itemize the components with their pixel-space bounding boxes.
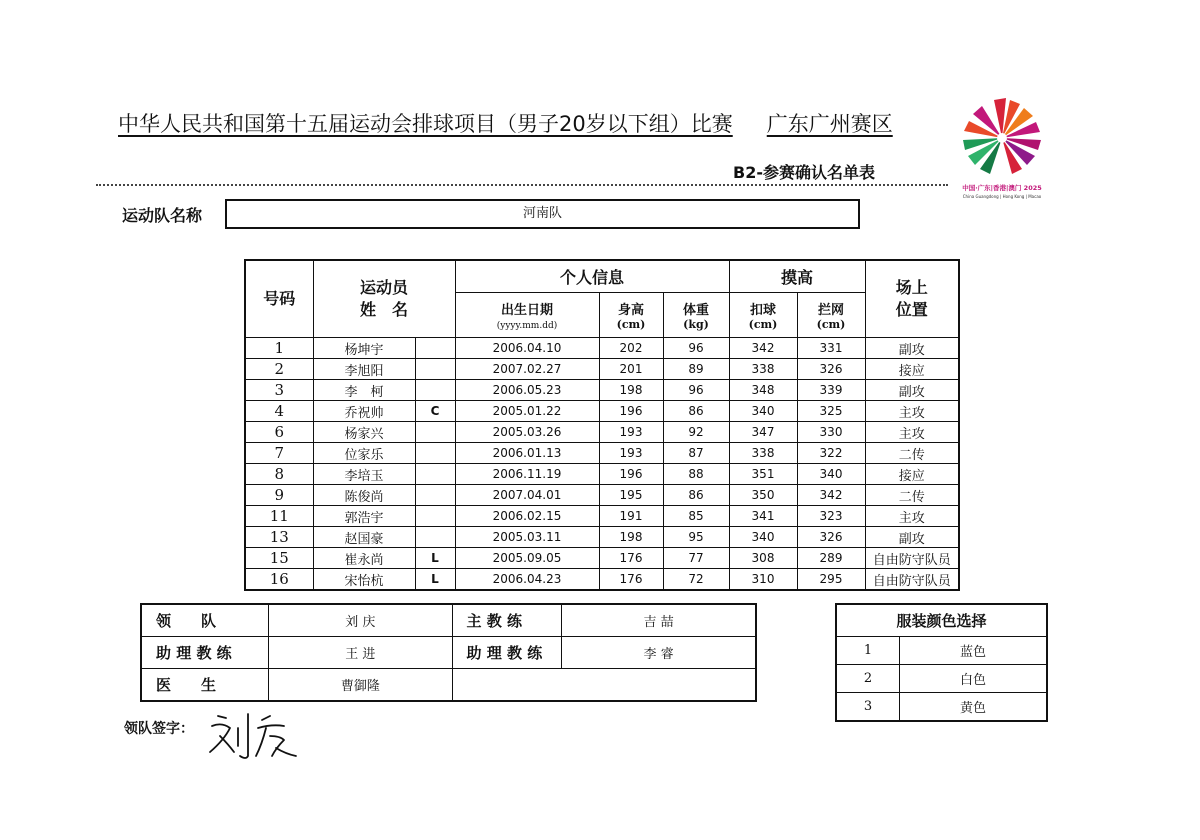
- kit-option-color: 黄色: [899, 693, 1047, 722]
- roster-header-row-1: [245, 260, 959, 293]
- player-weight: 77: [663, 548, 729, 569]
- player-birthdate: 2005.01.22: [455, 401, 599, 422]
- player-number: 7: [245, 443, 313, 464]
- player-position: 副攻: [865, 527, 959, 548]
- player-height: 198: [599, 380, 663, 401]
- signature-label: 领队签字：: [124, 721, 194, 737]
- player-tag: C: [415, 401, 455, 422]
- title-region: 广东广州赛区: [766, 112, 893, 136]
- player-block: 342: [797, 485, 865, 506]
- player-block: 330: [797, 422, 865, 443]
- player-spike: 310: [729, 569, 797, 591]
- player-position: 副攻: [865, 338, 959, 359]
- player-name: 乔祝帅: [313, 401, 415, 422]
- player-spike: 340: [729, 401, 797, 422]
- player-name: 李 柯: [313, 380, 415, 401]
- player-weight: 96: [663, 338, 729, 359]
- doctor-label: 医 生: [141, 669, 269, 702]
- header-spike-unit: (cm): [748, 318, 778, 331]
- head-coach-name: 吉 喆: [562, 604, 756, 637]
- table-row: [245, 401, 959, 422]
- header-position: [865, 260, 959, 338]
- player-height: 196: [599, 464, 663, 485]
- player-number: 3: [245, 380, 313, 401]
- player-name: 赵国豪: [313, 527, 415, 548]
- table-row: [245, 338, 959, 359]
- player-spike: 341: [729, 506, 797, 527]
- staff-row: [141, 669, 756, 702]
- header-position-line2: 位置: [895, 300, 928, 319]
- leader-label: 领 队: [141, 604, 269, 637]
- player-position: 主攻: [865, 422, 959, 443]
- signature-icon: [200, 706, 310, 764]
- player-position: 自由防守队员: [865, 548, 959, 569]
- player-position: 自由防守队员: [865, 569, 959, 591]
- player-number: 11: [245, 506, 313, 527]
- player-number: 1: [245, 338, 313, 359]
- roster-table: [244, 259, 960, 591]
- player-block: 325: [797, 401, 865, 422]
- player-weight: 86: [663, 401, 729, 422]
- form-code: B2-参赛确认名单表: [733, 163, 875, 182]
- header-block: [797, 293, 865, 338]
- kit-option-number: 2: [836, 665, 899, 693]
- player-block: 289: [797, 548, 865, 569]
- kit-option-number: 3: [836, 693, 899, 722]
- header-athlete: [313, 260, 455, 338]
- staff-row: [141, 604, 756, 637]
- player-birthdate: 2005.09.05: [455, 548, 599, 569]
- header-athlete-line1: 运动员: [359, 278, 408, 297]
- kit-row: [836, 665, 1047, 693]
- staff-empty-cell: [452, 669, 756, 702]
- player-tag: [415, 380, 455, 401]
- header-personal-info: 个人信息: [455, 260, 729, 293]
- player-spike: 347: [729, 422, 797, 443]
- assistant-coach-label-2: 助 理 教 练: [452, 637, 562, 669]
- player-birthdate: 2006.05.23: [455, 380, 599, 401]
- player-birthdate: 2007.04.01: [455, 485, 599, 506]
- table-row: [245, 506, 959, 527]
- player-birthdate: 2005.03.11: [455, 527, 599, 548]
- logo-text: 中国·广东|香港|澳门 2025: [962, 184, 1042, 192]
- kit-option-color: 白色: [899, 665, 1047, 693]
- player-tag: [415, 359, 455, 380]
- player-block: 339: [797, 380, 865, 401]
- header-weight: [663, 293, 729, 338]
- player-height: 193: [599, 422, 663, 443]
- player-spike: 340: [729, 527, 797, 548]
- title-main: 中华人民共和国第十五届运动会排球项目（男子20岁以下组）比赛: [118, 112, 733, 136]
- player-spike: 342: [729, 338, 797, 359]
- header-height-unit: (cm): [616, 318, 646, 331]
- player-weight: 86: [663, 485, 729, 506]
- player-spike: 338: [729, 359, 797, 380]
- header-divider: [96, 184, 948, 186]
- kit-row: [836, 637, 1047, 665]
- player-position: 主攻: [865, 401, 959, 422]
- player-number: 16: [245, 569, 313, 591]
- player-spike: 350: [729, 485, 797, 506]
- player-position: 主攻: [865, 506, 959, 527]
- games-logo-icon: [955, 93, 1050, 203]
- player-tag: [415, 527, 455, 548]
- kit-header-row: [836, 604, 1047, 637]
- table-row: [245, 548, 959, 569]
- leader-name: 刘 庆: [269, 604, 452, 637]
- player-tag: [415, 485, 455, 506]
- player-spike: 338: [729, 443, 797, 464]
- kit-title: 服装颜色选择: [836, 604, 1047, 637]
- player-number: 9: [245, 485, 313, 506]
- head-coach-label: 主 教 练: [452, 604, 562, 637]
- player-name: 杨坤宇: [313, 338, 415, 359]
- player-height: 176: [599, 569, 663, 591]
- player-name: 崔永尚: [313, 548, 415, 569]
- player-name: 李旭阳: [313, 359, 415, 380]
- player-weight: 92: [663, 422, 729, 443]
- header-reach: 摸高: [729, 260, 865, 293]
- player-number: 2: [245, 359, 313, 380]
- player-position: 接应: [865, 464, 959, 485]
- staff-table: [140, 603, 757, 702]
- header-block-unit: (cm): [816, 318, 846, 331]
- player-name: 李培玉: [313, 464, 415, 485]
- player-block: 323: [797, 506, 865, 527]
- player-height: 198: [599, 527, 663, 548]
- player-position: 副攻: [865, 380, 959, 401]
- player-number: 15: [245, 548, 313, 569]
- header-block-label: 拦网: [817, 303, 844, 318]
- player-number: 8: [245, 464, 313, 485]
- kit-row: [836, 693, 1047, 722]
- table-row: [245, 359, 959, 380]
- player-weight: 87: [663, 443, 729, 464]
- header-birthdate-format: (yyyy.mm.dd): [496, 321, 558, 331]
- staff-row: [141, 637, 756, 669]
- player-birthdate: 2007.02.27: [455, 359, 599, 380]
- team-name-field: 河南队: [225, 199, 860, 229]
- header-birthdate-label: 出生日期: [500, 303, 553, 318]
- assistant-coach-label: 助 理 教 练: [141, 637, 269, 669]
- player-height: 191: [599, 506, 663, 527]
- doctor-name: 曹御隆: [269, 669, 452, 702]
- header-birthdate: [455, 293, 599, 338]
- header-spike: [729, 293, 797, 338]
- player-weight: 72: [663, 569, 729, 591]
- player-position: 二传: [865, 443, 959, 464]
- player-tag: [415, 443, 455, 464]
- player-birthdate: 2006.01.13: [455, 443, 599, 464]
- header-number: 号码: [245, 260, 313, 338]
- games-logo: [955, 93, 1050, 203]
- player-weight: 85: [663, 506, 729, 527]
- player-birthdate: 2006.04.10: [455, 338, 599, 359]
- header-position-line1: 场上: [895, 278, 928, 297]
- player-number: 6: [245, 422, 313, 443]
- kit-option-color: 蓝色: [899, 637, 1047, 665]
- header-spike-label: 扣球: [749, 303, 776, 318]
- kit-color-table: [835, 603, 1048, 722]
- player-birthdate: 2006.02.15: [455, 506, 599, 527]
- header-height: [599, 293, 663, 338]
- player-weight: 96: [663, 380, 729, 401]
- player-number: 4: [245, 401, 313, 422]
- header-weight-label: 体重: [682, 303, 709, 318]
- table-row: [245, 527, 959, 548]
- player-height: 201: [599, 359, 663, 380]
- player-name: 宋怡杭: [313, 569, 415, 591]
- table-row: [245, 380, 959, 401]
- player-block: 295: [797, 569, 865, 591]
- leader-signature: [200, 706, 310, 764]
- assistant-coach-name-2: 李 睿: [562, 637, 756, 669]
- player-spike: 348: [729, 380, 797, 401]
- player-height: 193: [599, 443, 663, 464]
- player-height: 176: [599, 548, 663, 569]
- table-row: [245, 443, 959, 464]
- kit-option-number: 1: [836, 637, 899, 665]
- player-spike: 308: [729, 548, 797, 569]
- header-height-label: 身高: [617, 303, 644, 318]
- player-block: 322: [797, 443, 865, 464]
- player-tag: L: [415, 548, 455, 569]
- team-name-label: 运动队名称: [122, 206, 203, 225]
- player-block: 326: [797, 527, 865, 548]
- player-tag: [415, 464, 455, 485]
- table-row: [245, 485, 959, 506]
- header-weight-unit: (kg): [683, 318, 709, 331]
- header-athlete-line2: 姓 名: [359, 300, 408, 319]
- player-spike: 351: [729, 464, 797, 485]
- player-height: 195: [599, 485, 663, 506]
- player-birthdate: 2006.04.23: [455, 569, 599, 591]
- player-block: 331: [797, 338, 865, 359]
- player-birthdate: 2006.11.19: [455, 464, 599, 485]
- player-block: 340: [797, 464, 865, 485]
- player-name: 位家乐: [313, 443, 415, 464]
- player-weight: 89: [663, 359, 729, 380]
- player-name: 陈俊尚: [313, 485, 415, 506]
- assistant-coach-name: 王 进: [269, 637, 452, 669]
- player-name: 杨家兴: [313, 422, 415, 443]
- table-row: [245, 569, 959, 591]
- player-tag: L: [415, 569, 455, 591]
- player-position: 接应: [865, 359, 959, 380]
- player-height: 202: [599, 338, 663, 359]
- player-name: 郭浩宇: [313, 506, 415, 527]
- player-tag: [415, 338, 455, 359]
- player-height: 196: [599, 401, 663, 422]
- player-birthdate: 2005.03.26: [455, 422, 599, 443]
- player-position: 二传: [865, 485, 959, 506]
- player-block: 326: [797, 359, 865, 380]
- player-tag: [415, 506, 455, 527]
- player-weight: 88: [663, 464, 729, 485]
- player-number: 13: [245, 527, 313, 548]
- document-title: [118, 108, 893, 138]
- table-row: [245, 422, 959, 443]
- logo-subtext: China Guangdong | Hong Kong | Macao: [962, 194, 1042, 199]
- player-weight: 95: [663, 527, 729, 548]
- table-row: [245, 464, 959, 485]
- player-tag: [415, 422, 455, 443]
